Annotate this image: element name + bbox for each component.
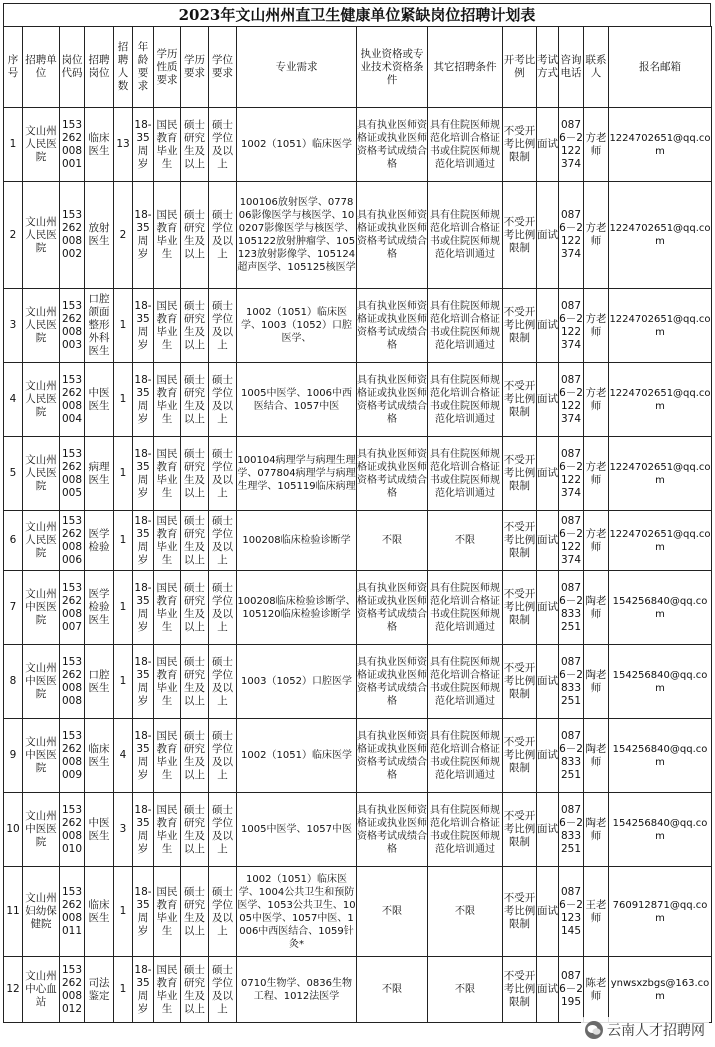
education-level-cell: 硕士研究生及以上 [181, 363, 209, 437]
phone-number-cell: 0876－2122374 [559, 108, 584, 182]
other-conditions-cell: 具有住院医师规范化培训合格证书或住院医师规范化培训通过 [428, 571, 503, 645]
exam-method-cell: 面试 [537, 511, 559, 571]
other-conditions-cell: 具有住院医师规范化培训合格证书或住院医师规范化培训通过 [428, 437, 503, 511]
hire-count-cell: 1 [114, 289, 133, 363]
contact-person-cell: 王老师 [584, 867, 609, 957]
education-level-cell: 硕士研究生及以上 [181, 645, 209, 719]
degree-level-cell: 硕士学位及以上 [209, 957, 237, 1023]
age-requirement-cell: 18-35周岁 [133, 511, 154, 571]
table-row [4, 571, 712, 645]
header-cell: 招聘人数 [114, 27, 133, 108]
unit-name-cell: 文山州人民医院 [23, 289, 60, 363]
phone-number-cell: 0876－2122374 [559, 437, 584, 511]
hire-count-cell: 1 [114, 511, 133, 571]
exam-ratio-cell: 不受开考比例限制 [503, 571, 537, 645]
education-nature-cell: 国民教育毕业生 [154, 645, 181, 719]
post-name-cell: 中医医生 [85, 793, 114, 867]
other-conditions-cell: 具有住院医师规范化培训合格证书或住院医师规范化培训通过 [428, 793, 503, 867]
degree-level-cell: 硕士学位及以上 [209, 719, 237, 793]
degree-level-cell: 硕士学位及以上 [209, 867, 237, 957]
row-number-cell: 10 [4, 793, 23, 867]
education-level-cell: 硕士研究生及以上 [181, 571, 209, 645]
age-requirement-cell: 18-35周岁 [133, 867, 154, 957]
other-conditions-cell: 具有住院医师规范化培训合格证书或住院医师规范化培训通过 [428, 108, 503, 182]
signup-email-cell: 1224702651@qq.com [609, 437, 712, 511]
qualification-cell: 具有执业医师资格证或执业医师资格考试成绩合格 [357, 289, 428, 363]
exam-method-cell: 面试 [537, 289, 559, 363]
header-cell: 学历要求 [181, 27, 209, 108]
education-nature-cell: 国民教育毕业生 [154, 108, 181, 182]
age-requirement-cell: 18-35周岁 [133, 793, 154, 867]
age-requirement-cell: 18-35周岁 [133, 363, 154, 437]
table-row [4, 645, 712, 719]
other-conditions-cell: 具有住院医师规范化培训合格证书或住院医师规范化培训通过 [428, 182, 503, 289]
education-nature-cell: 国民教育毕业生 [154, 511, 181, 571]
hire-count-cell: 2 [114, 182, 133, 289]
exam-ratio-cell: 不受开考比例限制 [503, 793, 537, 867]
unit-name-cell: 文山州中医医院 [23, 793, 60, 867]
exam-ratio-cell: 不受开考比例限制 [503, 363, 537, 437]
qualification-cell: 不限 [357, 957, 428, 1023]
post-name-cell: 口腔医生 [85, 645, 114, 719]
qualification-cell: 不限 [357, 511, 428, 571]
specialty-cell: 100208临床检验诊断学、105120临床检验诊断学 [237, 571, 357, 645]
education-level-cell: 硕士研究生及以上 [181, 182, 209, 289]
phone-number-cell: 0876－2833251 [559, 793, 584, 867]
header-cell: 序号 [4, 27, 23, 108]
signup-email-cell: 1224702651@qq.com [609, 182, 712, 289]
other-conditions-cell: 不限 [428, 957, 503, 1023]
degree-level-cell: 硕士学位及以上 [209, 289, 237, 363]
qualification-cell: 具有执业医师资格证或执业医师资格考试成绩合格 [357, 363, 428, 437]
phone-number-cell: 0876－2122374 [559, 511, 584, 571]
exam-ratio-cell: 不受开考比例限制 [503, 719, 537, 793]
specialty-cell: 1003（1052）口腔医学 [237, 645, 357, 719]
exam-ratio-cell: 不受开考比例限制 [503, 108, 537, 182]
table-row [4, 511, 712, 571]
exam-method-cell: 面试 [537, 793, 559, 867]
phone-number-cell: 0876－2833251 [559, 645, 584, 719]
qualification-cell: 具有执业医师资格证或执业医师资格考试成绩合格 [357, 108, 428, 182]
post-name-cell: 中医医生 [85, 363, 114, 437]
unit-name-cell: 文山州人民医院 [23, 437, 60, 511]
hire-count-cell: 1 [114, 363, 133, 437]
age-requirement-cell: 18-35周岁 [133, 719, 154, 793]
education-nature-cell: 国民教育毕业生 [154, 437, 181, 511]
unit-name-cell: 文山州人民医院 [23, 108, 60, 182]
post-name-cell: 医学检验医生 [85, 571, 114, 645]
table-header-row [4, 27, 712, 108]
specialty-cell: 0710生物学、0836生物工程、1012法医学 [237, 957, 357, 1023]
education-level-cell: 硕士研究生及以上 [181, 289, 209, 363]
exam-ratio-cell: 不受开考比例限制 [503, 511, 537, 571]
exam-method-cell: 面试 [537, 363, 559, 437]
exam-ratio-cell: 不受开考比例限制 [503, 645, 537, 719]
table-row [4, 957, 712, 1023]
table-row [4, 793, 712, 867]
signup-email-cell: 1224702651@qq.com [609, 108, 712, 182]
post-name-cell: 司法鉴定 [85, 957, 114, 1023]
exam-method-cell: 面试 [537, 182, 559, 289]
other-conditions-cell: 不限 [428, 511, 503, 571]
unit-name-cell: 文山州人民医院 [23, 363, 60, 437]
exam-ratio-cell: 不受开考比例限制 [503, 182, 537, 289]
signup-email-cell: 154256840@qq.com [609, 719, 712, 793]
exam-method-cell: 面试 [537, 957, 559, 1023]
specialty-cell: 100106放射医学、077806影像医学与核医学、100207影像医学与核医学、105122放射肿瘤学、105123放射影像学、105124超声医学、105125核医学 [237, 182, 357, 289]
education-nature-cell: 国民教育毕业生 [154, 957, 181, 1023]
post-code-cell: 153262008001 [60, 108, 85, 182]
degree-level-cell: 硕士学位及以上 [209, 511, 237, 571]
row-number-cell: 4 [4, 363, 23, 437]
age-requirement-cell: 18-35周岁 [133, 571, 154, 645]
exam-ratio-cell: 不受开考比例限制 [503, 957, 537, 1023]
document-page [3, 3, 711, 1023]
signup-email-cell: 154256840@qq.com [609, 571, 712, 645]
phone-number-cell: 0876－2122374 [559, 182, 584, 289]
qualification-cell: 具有执业医师资格证或执业医师资格考试成绩合格 [357, 645, 428, 719]
signup-email-cell: 1224702651@qq.com [609, 289, 712, 363]
table-row [4, 182, 712, 289]
education-level-cell: 硕士研究生及以上 [181, 867, 209, 957]
unit-name-cell: 文山州中医医院 [23, 571, 60, 645]
table-row [4, 289, 712, 363]
education-level-cell: 硕士研究生及以上 [181, 108, 209, 182]
hire-count-cell: 13 [114, 108, 133, 182]
table-row [4, 437, 712, 511]
contact-person-cell: 陶老师 [584, 719, 609, 793]
phone-number-cell: 0876－2122374 [559, 363, 584, 437]
contact-person-cell: 方老师 [584, 511, 609, 571]
header-cell: 报名邮箱 [609, 27, 712, 108]
post-code-cell: 153262008011 [60, 867, 85, 957]
row-number-cell: 12 [4, 957, 23, 1023]
degree-level-cell: 硕士学位及以上 [209, 182, 237, 289]
exam-ratio-cell: 不受开考比例限制 [503, 289, 537, 363]
row-number-cell: 6 [4, 511, 23, 571]
post-name-cell: 口腔颌面整形外科医生 [85, 289, 114, 363]
post-code-cell: 153262008006 [60, 511, 85, 571]
header-cell: 专业需求 [237, 27, 357, 108]
qualification-cell: 不限 [357, 867, 428, 957]
phone-number-cell: 0876－2833251 [559, 571, 584, 645]
qualification-cell: 具有执业医师资格证或执业医师资格考试成绩合格 [357, 182, 428, 289]
post-name-cell: 临床医生 [85, 108, 114, 182]
signup-email-cell: 154256840@qq.com [609, 793, 712, 867]
education-level-cell: 硕士研究生及以上 [181, 437, 209, 511]
degree-level-cell: 硕士学位及以上 [209, 108, 237, 182]
education-nature-cell: 国民教育毕业生 [154, 867, 181, 957]
specialty-cell: 100208临床检验诊断学 [237, 511, 357, 571]
education-nature-cell: 国民教育毕业生 [154, 571, 181, 645]
exam-method-cell: 面试 [537, 437, 559, 511]
contact-person-cell: 方老师 [584, 182, 609, 289]
recruitment-table [3, 26, 712, 1023]
hire-count-cell: 1 [114, 645, 133, 719]
hire-count-cell: 1 [114, 571, 133, 645]
other-conditions-cell: 具有住院医师规范化培训合格证书或住院医师规范化培训通过 [428, 719, 503, 793]
signup-email-cell: 1224702651@qq.com [609, 511, 712, 571]
specialty-cell: 1005中医学、1057中医 [237, 793, 357, 867]
header-cell: 咨询电话 [559, 27, 584, 108]
qualification-cell: 具有执业医师资格证或执业医师资格考试成绩合格 [357, 719, 428, 793]
exam-ratio-cell: 不受开考比例限制 [503, 437, 537, 511]
watermark-text: 云南人才招聘网 [607, 1023, 705, 1039]
exam-method-cell: 面试 [537, 571, 559, 645]
header-cell: 学历性质要求 [154, 27, 181, 108]
exam-method-cell: 面试 [537, 645, 559, 719]
specialty-cell: 1002（1051）临床医学、1003（1052）口腔医学、 [237, 289, 357, 363]
degree-level-cell: 硕士学位及以上 [209, 571, 237, 645]
signup-email-cell: ynwsxzbgs@163.com [609, 957, 712, 1023]
education-level-cell: 硕士研究生及以上 [181, 719, 209, 793]
table-row [4, 363, 712, 437]
post-code-cell: 153262008005 [60, 437, 85, 511]
unit-name-cell: 文山州人民医院 [23, 511, 60, 571]
header-cell: 开考比例 [503, 27, 537, 108]
contact-person-cell: 陶老师 [584, 793, 609, 867]
exam-method-cell: 面试 [537, 108, 559, 182]
header-cell: 执业资格或专业技术资格条件 [357, 27, 428, 108]
post-code-cell: 153262008012 [60, 957, 85, 1023]
post-code-cell: 153262008004 [60, 363, 85, 437]
signup-email-cell: 154256840@qq.com [609, 645, 712, 719]
post-code-cell: 153262008008 [60, 645, 85, 719]
table-row [4, 108, 712, 182]
qualification-cell: 具有执业医师资格证或执业医师资格考试成绩合格 [357, 793, 428, 867]
age-requirement-cell: 18-35周岁 [133, 957, 154, 1023]
post-name-cell: 放射医生 [85, 182, 114, 289]
post-code-cell: 153262008009 [60, 719, 85, 793]
degree-level-cell: 硕士学位及以上 [209, 437, 237, 511]
other-conditions-cell: 具有住院医师规范化培训合格证书或住院医师规范化培训通过 [428, 289, 503, 363]
header-cell: 年龄要求 [133, 27, 154, 108]
education-level-cell: 硕士研究生及以上 [181, 511, 209, 571]
unit-name-cell: 文山州人民医院 [23, 182, 60, 289]
post-code-cell: 153262008007 [60, 571, 85, 645]
hire-count-cell: 1 [114, 867, 133, 957]
other-conditions-cell: 具有住院医师规范化培训合格证书或住院医师规范化培训通过 [428, 645, 503, 719]
wechat-icon [585, 1021, 603, 1039]
education-nature-cell: 国民教育毕业生 [154, 289, 181, 363]
phone-number-cell: 0876－2195 [559, 957, 584, 1023]
header-cell: 考试方式 [537, 27, 559, 108]
exam-method-cell: 面试 [537, 867, 559, 957]
contact-person-cell: 陶老师 [584, 645, 609, 719]
document-title: 2023年文山州州直卫生健康单位紧缺岗位招聘计划表 [3, 3, 711, 26]
unit-name-cell: 文山州中心血站 [23, 957, 60, 1023]
contact-person-cell: 陶老师 [584, 571, 609, 645]
contact-person-cell: 陈老师 [584, 957, 609, 1023]
header-cell: 岗位代码 [60, 27, 85, 108]
post-name-cell: 病理医生 [85, 437, 114, 511]
row-number-cell: 5 [4, 437, 23, 511]
age-requirement-cell: 18-35周岁 [133, 437, 154, 511]
row-number-cell: 7 [4, 571, 23, 645]
table-row [4, 867, 712, 957]
row-number-cell: 3 [4, 289, 23, 363]
other-conditions-cell: 不限 [428, 867, 503, 957]
exam-method-cell: 面试 [537, 719, 559, 793]
other-conditions-cell: 具有住院医师规范化培训合格证书或住院医师规范化培训通过 [428, 363, 503, 437]
watermark [581, 1017, 709, 1043]
specialty-cell: 1002（1051）临床医学 [237, 108, 357, 182]
unit-name-cell: 文山州中医医院 [23, 719, 60, 793]
post-code-cell: 153262008010 [60, 793, 85, 867]
row-number-cell: 9 [4, 719, 23, 793]
degree-level-cell: 硕士学位及以上 [209, 793, 237, 867]
table-row [4, 719, 712, 793]
header-cell: 招聘单位 [23, 27, 60, 108]
education-level-cell: 硕士研究生及以上 [181, 793, 209, 867]
education-nature-cell: 国民教育毕业生 [154, 719, 181, 793]
signup-email-cell: 1224702651@qq.com [609, 363, 712, 437]
contact-person-cell: 方老师 [584, 108, 609, 182]
post-name-cell: 医学检验 [85, 511, 114, 571]
education-nature-cell: 国民教育毕业生 [154, 793, 181, 867]
hire-count-cell: 1 [114, 957, 133, 1023]
header-cell: 联系人 [584, 27, 609, 108]
phone-number-cell: 0876－2833251 [559, 719, 584, 793]
degree-level-cell: 硕士学位及以上 [209, 645, 237, 719]
contact-person-cell: 方老师 [584, 437, 609, 511]
hire-count-cell: 4 [114, 719, 133, 793]
qualification-cell: 具有执业医师资格证或执业医师资格考试成绩合格 [357, 571, 428, 645]
age-requirement-cell: 18-35周岁 [133, 182, 154, 289]
contact-person-cell: 方老师 [584, 289, 609, 363]
post-code-cell: 153262008002 [60, 182, 85, 289]
age-requirement-cell: 18-35周岁 [133, 645, 154, 719]
contact-person-cell: 方老师 [584, 363, 609, 437]
qualification-cell: 具有执业医师资格证或执业医师资格考试成绩合格 [357, 437, 428, 511]
unit-name-cell: 文山州中医医院 [23, 645, 60, 719]
header-cell: 学位要求 [209, 27, 237, 108]
row-number-cell: 1 [4, 108, 23, 182]
post-code-cell: 153262008003 [60, 289, 85, 363]
education-nature-cell: 国民教育毕业生 [154, 182, 181, 289]
specialty-cell: 1002（1051）临床医学 [237, 719, 357, 793]
header-cell: 招聘岗位 [85, 27, 114, 108]
post-name-cell: 临床医生 [85, 867, 114, 957]
phone-number-cell: 0876－2122374 [559, 289, 584, 363]
age-requirement-cell: 18-35周岁 [133, 289, 154, 363]
header-cell: 其它招聘条件 [428, 27, 503, 108]
unit-name-cell: 文山州妇幼保健院 [23, 867, 60, 957]
exam-ratio-cell: 不受开考比例限制 [503, 867, 537, 957]
signup-email-cell: 760912871@qq.com [609, 867, 712, 957]
phone-number-cell: 0876－2123145 [559, 867, 584, 957]
row-number-cell: 8 [4, 645, 23, 719]
education-level-cell: 硕士研究生及以上 [181, 957, 209, 1023]
post-name-cell: 临床医生 [85, 719, 114, 793]
hire-count-cell: 1 [114, 437, 133, 511]
education-nature-cell: 国民教育毕业生 [154, 363, 181, 437]
row-number-cell: 2 [4, 182, 23, 289]
age-requirement-cell: 18-35周岁 [133, 108, 154, 182]
row-number-cell: 11 [4, 867, 23, 957]
specialty-cell: 1002（1051）临床医学、1004公共卫生和预防医学、1053公共卫生、1005中医学、1057中医、1006中西医结合、1059针灸* [237, 867, 357, 957]
degree-level-cell: 硕士学位及以上 [209, 363, 237, 437]
hire-count-cell: 3 [114, 793, 133, 867]
specialty-cell: 1005中医学、1006中西医结合、1057中医 [237, 363, 357, 437]
specialty-cell: 100104病理学与病理生理学、077804病理学与病理生理学、105119临床病理 [237, 437, 357, 511]
